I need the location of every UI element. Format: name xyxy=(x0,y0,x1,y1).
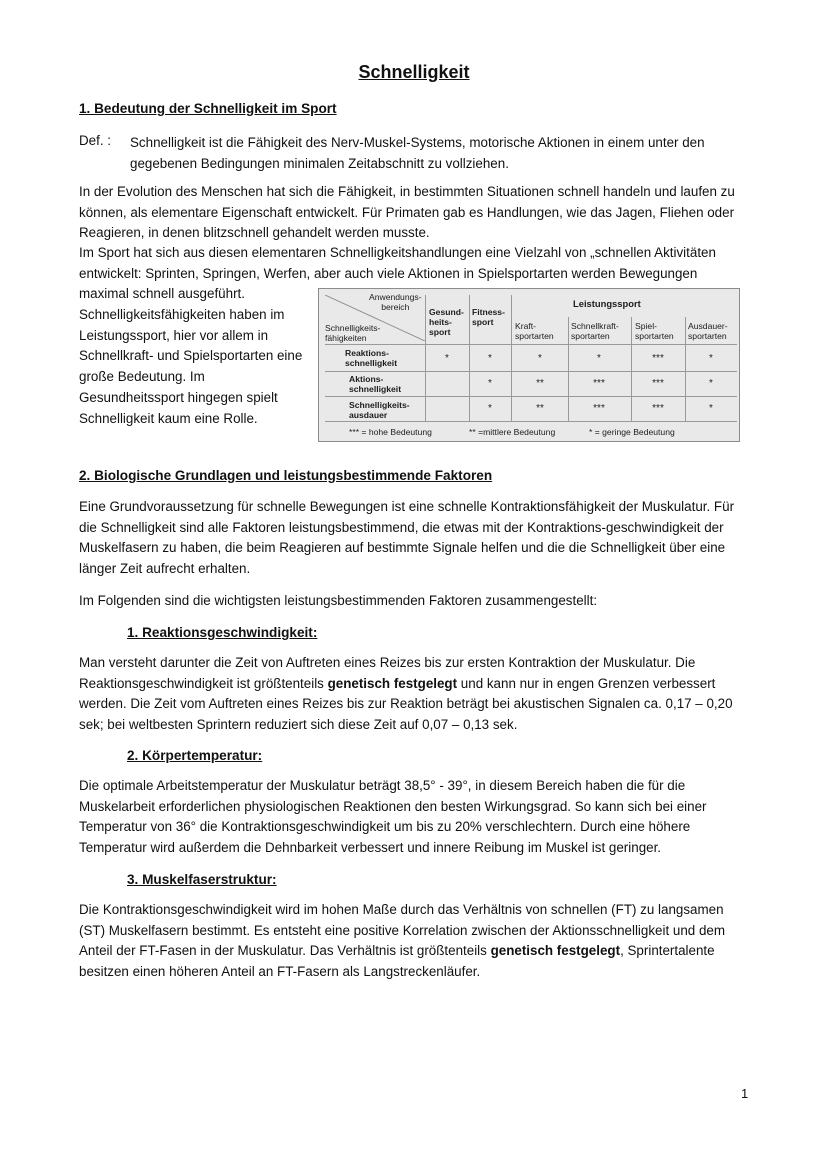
table-cell: *** xyxy=(652,403,664,414)
table-group-leistungssport: Leistungssport xyxy=(573,298,641,309)
table-col-fitnesssport: Fitness- sport xyxy=(472,307,505,327)
table-divider xyxy=(469,295,470,421)
table-cell: * xyxy=(488,353,492,364)
table-col-gesundheitssport: Gesund- heits- sport xyxy=(429,307,464,337)
table-legend-low: * = geringe Bedeutung xyxy=(589,427,675,437)
table-legend-mid: ** =mittlere Bedeutung xyxy=(469,427,556,437)
section-2-paragraph-1: Eine Grundvoraussetzung für schnelle Bewegungen ist eine schnelle Kontraktionsfähigkeit der Muskulatur. Für die Schnelligkeit sind alle Faktoren leistungsbestimmend, die etwas mit der Kontraktions-geschwindigkeit der Muskelfasern zu haben, die beim Reagieren auf bestimmte Signale helfen und die die Schnelligkeit über eine länger Zeit aufrecht erhalten. xyxy=(79,499,735,576)
table-divider xyxy=(568,317,569,421)
table-divider xyxy=(325,371,737,372)
table-corner-top: Anwendungs- bereich xyxy=(369,292,422,312)
table-cell: * xyxy=(488,403,492,414)
section-2-paragraph-2: Im Folgenden sind die wichtigsten leistungsbestimmenden Faktoren zusammengestellt: xyxy=(79,593,598,608)
table-cell: *** xyxy=(652,353,664,364)
table-cell: * xyxy=(488,378,492,389)
table-col-schnellkraftsportarten: Schnellkraft- sportarten xyxy=(571,321,619,341)
table-cell: *** xyxy=(593,378,605,389)
table-cell: ** xyxy=(536,378,544,389)
table-cell: ** xyxy=(536,403,544,414)
page-number: 1 xyxy=(741,1086,749,1101)
section-2-heading: 2. Biologische Grundlagen und leistungsbestimmende Faktoren xyxy=(79,468,493,483)
section-1-heading: 1. Bedeutung der Schnelligkeit im Sport xyxy=(79,101,337,116)
subsection-3-text-a: Die Kontraktionsgeschwindigkeit wird im hohen Maße durch das Verhältnis von schnellen (FT) zu langsamen (ST) Muskelfasern bestimmt. Es entsteht eine positive Korrelation zwischen der Aktionsschnelligkeit und dem Anteil der FT-Fasen in der Muskulatur. Das Verhältnis ist größtenteils xyxy=(79,902,726,958)
table-cell: * xyxy=(445,353,449,364)
table-row-label-reaktionsschnelligkeit: Reaktions- schnelligkeit xyxy=(345,348,398,368)
subsection-3-heading: 3. Muskelfaserstruktur: xyxy=(127,872,277,887)
table-cell: * xyxy=(709,378,713,389)
table-col-spielsportarten: Spiel- sportarten xyxy=(635,321,674,341)
table-divider xyxy=(325,344,737,345)
table-row-label-aktionsschnelligkeit: Aktions- schnelligkeit xyxy=(349,374,402,394)
table-col-kraftsportarten: Kraft- sportarten xyxy=(515,321,554,341)
subsection-1-text-a: Man versteht darunter die Zeit von Auftreten eines Reizes bis zur ersten Kontraktion der Muskulatur. Die Reaktionsgeschwindigkeit ist größtenteils xyxy=(79,655,696,691)
subsection-1-bold: genetisch festgelegt xyxy=(327,675,458,691)
table-col-ausdauersportarten: Ausdauer- sportarten xyxy=(688,321,728,341)
section-1-side-text: maximal schnell ausgeführt. Schnelligkeitsfähigkeiten haben im Leistungssport, hier vor allem in Schnellkraft- und Spielsportarten eine große Bedeutung. Im Gesundheitssport hingegen spielt Schnelligkeit kaum eine Rolle. xyxy=(79,286,303,426)
table-cell: * xyxy=(597,353,601,364)
table-divider xyxy=(325,421,737,422)
subsection-3-text-b: , Sprintertalente besitzen einen höheren Anteil an FT-Fasern als Langstreckenläufer. xyxy=(79,943,715,979)
definition-text: Schnelligkeit ist die Fähigkeit des Nerv-Muskel-Systems, motorische Aktionen in einem unter den gegebenen Bedingungen minimalen Zeitabschnitt zu vollziehen. xyxy=(130,135,705,171)
page-title: Schnelligkeit xyxy=(358,62,470,82)
table-legend-high: *** = hohe Bedeutung xyxy=(349,427,432,437)
table-cell: * xyxy=(709,403,713,414)
table-divider xyxy=(631,317,632,421)
schnelligkeit-table xyxy=(318,288,740,442)
table-divider xyxy=(511,295,512,421)
table-divider xyxy=(325,396,737,397)
subsection-3-text xyxy=(79,900,751,982)
subsection-2-text: Die optimale Arbeitstemperatur der Muskulatur beträgt 38,5° - 39°, in diesem Bereich haben die für die Muskelarbeit erforderlichen physiologischen Reaktionen den besten Wirkungsgrad. So kann sich bei einer Temperatur von 36° die Kontraktionsgeschwindigkeit um bis zu 20% verschlechtern. Durch eine höhere Temperatur wird außerdem die Dehnbarkeit verbessert und innere Reibung im Muskel ist geringer. xyxy=(79,778,707,855)
section-1-paragraph-1: In der Evolution des Menschen hat sich die Fähigkeit, in bestimmten Situationen schnell handeln und laufen zu können, als elementare Eigenschaft entwickelt. Für Primaten gab es Handlungen, wie das Jagen, Fliehen oder Reagieren, in denen blitzschnell gehandelt werden musste. xyxy=(79,184,735,240)
subsection-1-text-b: und kann nur in engen Grenzen verbessert werden. Die Zeit vom Auftreten eines Reizes bis zur Reaktion beträgt bei akustischen Signalen ca. 0,17 – 0,20 sek; bei weltbesten Sprintern reduziert sich diese Zeit auf 0,07 – 0,13 sek. xyxy=(79,675,733,732)
subsection-1-heading: 1. Reaktionsgeschwindigkeit: xyxy=(127,625,318,640)
table-row-label-schnelligkeitsausdauer: Schnelligkeits- ausdauer xyxy=(349,400,410,420)
table-cell: *** xyxy=(593,403,605,414)
table-cell: *** xyxy=(652,378,664,389)
subsection-2-heading: 2. Körpertemperatur: xyxy=(127,748,263,763)
table-cell: * xyxy=(709,353,713,364)
definition-label: Def. : xyxy=(79,133,111,148)
table-divider xyxy=(685,317,686,421)
subsection-3-bold: genetisch festgelegt xyxy=(490,943,621,958)
section-1-paragraph-2: Im Sport hat sich aus diesen elementaren Schnelligkeitshandlungen eine Vielzahl von „schnellen Aktivitäten entwickelt: Sprinten, Springen, Werfen, aber auch viele Aktionen in Spielsportarten werden Bewegungen xyxy=(79,245,716,281)
table-corner-bottom: Schnelligkeits- fähigkeiten xyxy=(325,323,381,343)
table-divider xyxy=(425,295,426,421)
table-cell: * xyxy=(538,353,542,364)
subsection-1-text xyxy=(79,653,751,735)
